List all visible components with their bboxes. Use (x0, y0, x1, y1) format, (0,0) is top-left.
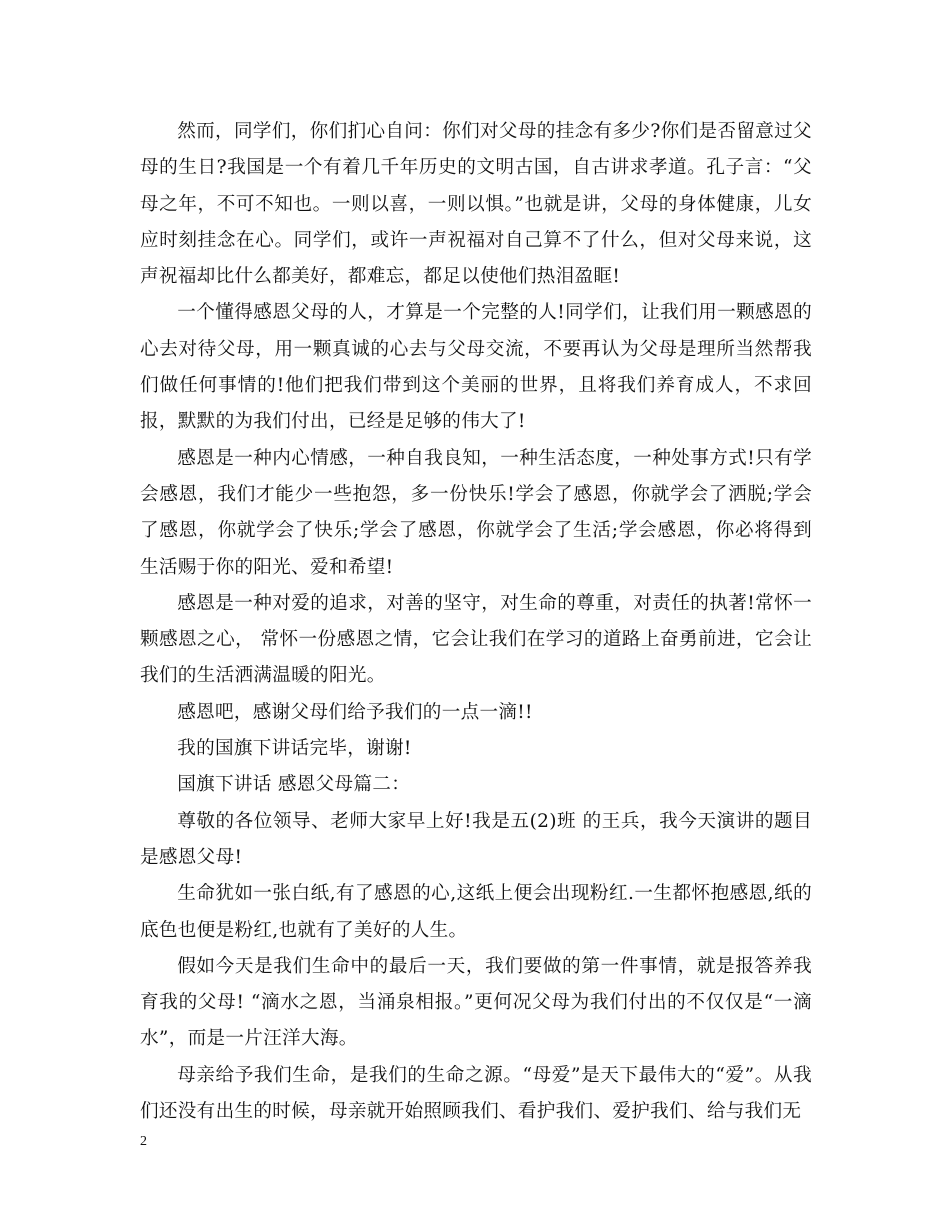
paragraph-8: 尊敬的各位领导、老师大家早上好!我是五(2)班 的王兵，我今天演讲的题目是感恩父母! (140, 810, 812, 868)
paragraph-2: 一个懂得感恩父母的人，才算是一个完整的人!同学们，让我们用一颗感恩的心去对待父母，用一颗真诚的心去与父母交流，不要再认为父母是理所当然帮我们做任何事情的!他们把我们带到这个美丽的世界，且将我们养育成人，不求回报，默默的为我们付出，已经是足够的伟大了! (140, 302, 812, 433)
paragraph-3: 感恩是一种内心情感，一种自我良知，一种生活态度，一种处事方式!只有学会感恩，我们才能少一些抱怨，多一份快乐!学会了感恩，你就学会了洒脱;学会了感恩，你就学会了快乐;学会了感恩，你就学会了生活;学会感恩，你必将得到生活赐于你的阳光、爱和希望! (140, 447, 812, 578)
section-heading: 国旗下讲话 感恩父母篇二： (177, 774, 411, 796)
paragraph-4: 感恩是一种对爱的追求，对善的坚守，对生命的尊重，对责任的执著!常怀一颗感恩之心， 常怀一份感恩之情，它会让我们在学习的道路上奋勇前进，它会让我们的生活洒满温暖的阳光。 (140, 592, 812, 687)
paragraph-6: 我的国旗下讲话完毕，谢谢! (177, 738, 412, 760)
page-number: 2 (140, 1134, 147, 1149)
paragraph-10: 假如今天是我们生命中的最后一天，我们要做的第一件事情，就是报答养我育我的父母! “滴水之恩，当涌泉相报。”更何况父母为我们付出的不仅仅是“一滴水”，而是一片汪洋大海。 (140, 955, 812, 1050)
paragraph-11: 母亲给予我们生命，是我们的生命之源。“母爱”是天下最伟大的“爱”。从我们还没有出生的时候，母亲就开始照顾我们、看护我们、爱护我们、给与我们无 (140, 1064, 812, 1123)
document-body (140, 114, 812, 1130)
paragraph-1: 然而，同学们，你们扪心自问：你们对父母的挂念有多少?你们是否留意过父母的生日?我国是一个有着几千年历史的文明古国，自古讲求孝道。孔子言：“父母之年，不可不知也。一则以喜，一则以惧。”也就是讲，父母的身体健康，儿女应时刻挂念在心。同学们，或许一声祝福对自己算不了什么，但对父母来说，这声祝福却比什么都美好，都难忘，都足以使他们热泪盈眶! (140, 121, 812, 288)
paragraph-5: 感恩吧，感谢父母们给予我们的一点一滴!! (177, 701, 533, 723)
paragraph-9: 生命犹如一张白纸,有了感恩的心,这纸上便会出现粉红.一生都怀抱感恩,纸的底色也便是粉红,也就有了美好的人生。 (140, 883, 812, 941)
